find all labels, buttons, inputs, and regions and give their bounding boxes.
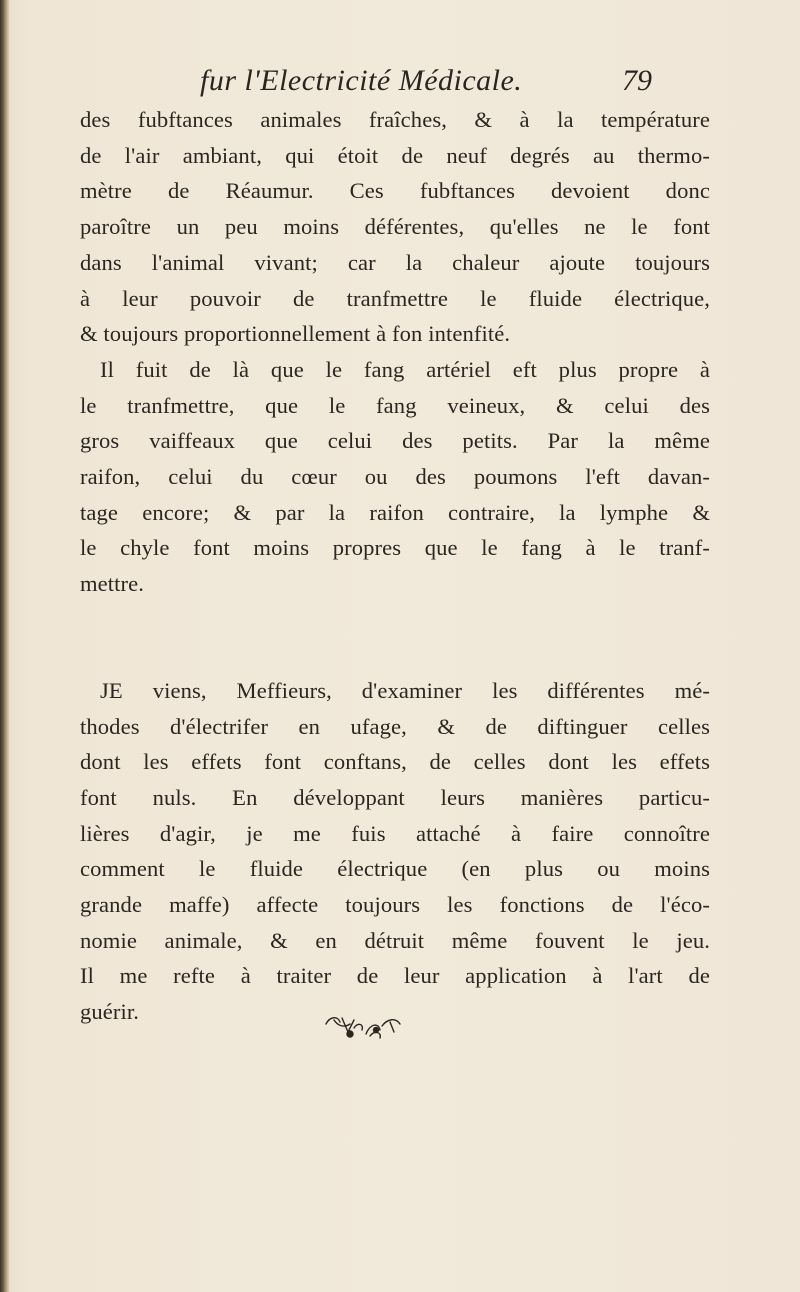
text-line: comment le fluide électrique (en plus ou moins [80, 856, 710, 882]
text-line: de l'air ambiant, qui étoit de neuf degrés au thermo- [80, 142, 710, 168]
text-line: paroître un peu moins déférentes, qu'elles ne le font [80, 214, 710, 240]
paragraph-1 [80, 102, 710, 352]
text-line: tage encore; & par la raifon contraire, la lymphe & [80, 499, 710, 525]
text-line: mètre de Réaumur. Ces fubftances devoient donc [80, 178, 710, 204]
tailpiece-fleuron-icon [320, 1010, 410, 1046]
text-line: & toujours proportionnellement à fon intenfité. [80, 321, 511, 347]
text-line: thodes d'électrifer en ufage, & de diftinguer celles [80, 713, 710, 739]
text-line: nomie animale, & en détruit même fouvent le jeu. [80, 927, 710, 953]
text-line: dans l'animal vivant; car la chaleur ajoute toujours [80, 249, 710, 275]
text-line: à leur pouvoir de tranfmettre le fluide électrique, [80, 285, 710, 311]
text-line: font nuls. En développant leurs manières particu- [80, 784, 710, 810]
text-line: raifon, celui du cœur ou des poumons l'eft davan- [80, 464, 710, 490]
text-line: lières d'agir, je me fuis attaché à faire connoître [80, 820, 710, 846]
paragraph-2 [80, 352, 710, 602]
text-line: Il fuit de là que le fang artériel eft plus propre à [100, 356, 710, 382]
text-line: des fubftances animales fraîches, & à la température [80, 107, 710, 132]
text-line: gros vaiffeaux que celui des petits. Par la même [80, 428, 710, 454]
text-line: le tranfmettre, que le fang veineux, & celui des [80, 392, 710, 418]
text-line: le chyle font moins propres que le fang à le tranf- [80, 535, 710, 561]
paragraph-3 [80, 673, 710, 1030]
page-header [0, 64, 800, 104]
text-line: guérir. [80, 999, 140, 1025]
page-number: 79 [622, 64, 652, 97]
body-text [80, 102, 710, 1030]
text-line: grande maffe) affecte toujours les fonctions de l'éco- [80, 892, 710, 918]
running-head: fur l'Electricité Médicale. [200, 64, 523, 97]
binding-edge [0, 0, 10, 1292]
text-line: Il me refte à traiter de leur application à l'art de [80, 963, 710, 989]
text-line: JE viens, Meffieurs, d'examiner les différentes mé- [100, 677, 710, 703]
text-line: mettre. [80, 571, 145, 597]
text-line: dont les effets font conftans, de celles dont les effets [80, 749, 710, 775]
